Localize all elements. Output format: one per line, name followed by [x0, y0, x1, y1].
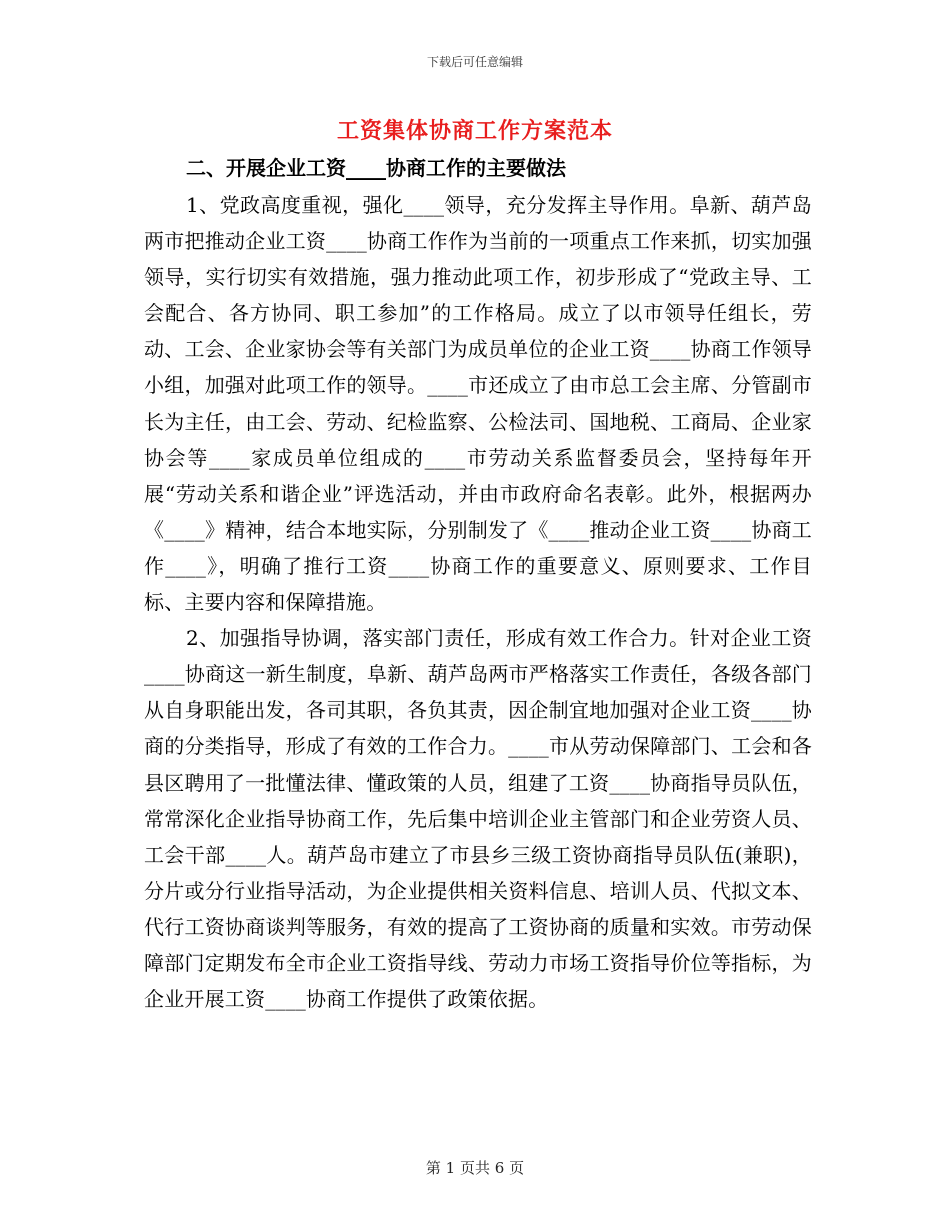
header-note: 下载后可任意编辑 [426, 55, 523, 69]
document-body [144, 150, 812, 1017]
section-heading: 二、开展企业工资____协商工作的主要做法 [186, 156, 566, 180]
page-footer: 第 1 页共 6 页 [425, 1159, 525, 1177]
paragraph-1: 1、党政高度重视，强化____领导，充分发挥主导作用。阜新、葫芦岛两市把推动企业工资____协商工作作为当前的一项重点工作来抓，切实加强领导，实行切实有效措施，强力推动此项工作，初步形成了“党政主导、工会配合、各方协同、职工参加”的工作格局。成立了以市领导任组长，劳动、工会、企业家协会等有关部门为成员单位的企业工资____协商工作领导小组，加强对此项工作的领导。____市还成立了由市总工会主席、分管副市长为主任，由工会、劳动、纪检监察、公检法司、国地税、工商局、企业家协会等____家成员单位组成的____市劳动关系监督委员会，坚持每年开展“劳动关系和谐企业”评选活动，并由市政府命名表彰。此外，根据两办《____》精神，结合本地实际，分别制发了《____推动企业工资____协商工作____》，明确了推行工资____协商工作的重要意义、原则要求、工作目标、主要内容和保障措施。 [144, 193, 812, 615]
paragraph-2: 2、加强指导协调，落实部门责任，形成有效工作合力。针对企业工资____协商这一新生制度，阜新、葫芦岛两市严格落实工作责任，各级各部门从自身职能出发，各司其职，各负其责，因企制宜地加强对企业工资____协商的分类指导，形成了有效的工作合力。____市从劳动保障部门、工会和各县区聘用了一批懂法律、懂政策的人员，组建了工资____协商指导员队伍，常常深化企业指导协商工作，先后集中培训企业主管部门和企业劳资人员、工会干部____人。葫芦岛市建立了市县乡三级工资协商指导员队伍(兼职)，分片或分行业指导活动，为企业提供相关资料信息、培训人员、代拟文本、代行工资协商谈判等服务，有效的提高了工资协商的质量和实效。市劳动保障部门定期发布全市企业工资指导线、劳动力市场工资指导价位等指标，为企业开展工资____协商工作提供了政策依据。 [144, 626, 812, 1012]
document-title: 工资集体协商工作方案范本 [336, 119, 613, 144]
